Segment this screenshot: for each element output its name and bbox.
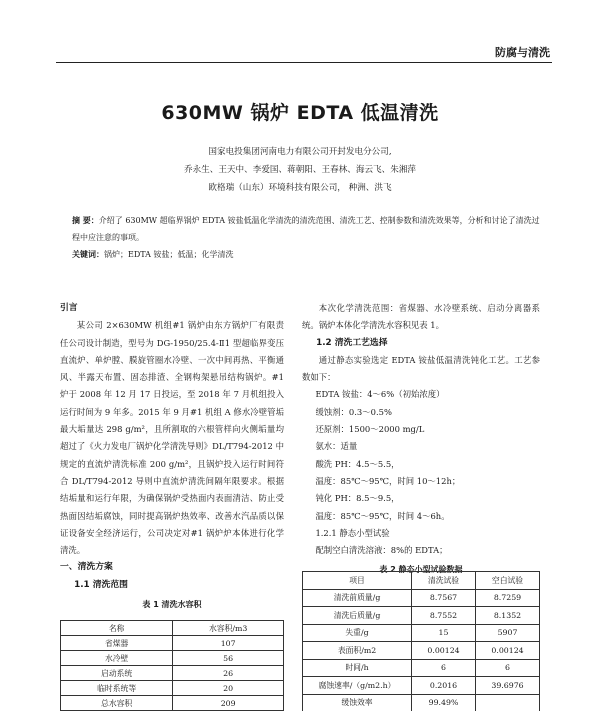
table-cell: 时间/h	[303, 659, 412, 677]
process-paragraph: 通过静态实验选定 EDTA 铵盐低温清洗钝化工艺。工艺参数如下：	[302, 354, 540, 383]
table-cell: 6	[412, 659, 476, 677]
keywords-label: 关键词：	[72, 250, 104, 259]
abstract-text: 介绍了 630MW 超临界锅炉 EDTA 铵盐低温化学清洗的清洗范围、清洗工艺、控制参数和清洗效果等，分析和讨论了清洗过程中应注意的事项。	[72, 216, 540, 242]
table-cell: 失重/g	[303, 624, 412, 642]
table-row	[61, 696, 284, 711]
author-affiliation-1: 国家电投集团河南电力有限公司开封发电分公司,	[208, 147, 392, 157]
table-cell: 0.00124	[412, 642, 476, 660]
table-header-cell: 空白试验	[476, 572, 540, 590]
table-cell: 15	[412, 624, 476, 642]
table-cell: 6	[476, 659, 540, 677]
section-header: 防腐与清洗	[495, 46, 550, 59]
author-block	[0, 143, 600, 197]
table-cell: 缓蚀效率	[303, 694, 412, 711]
table-row	[303, 589, 540, 607]
table-header-cell: 水容积/m3	[173, 621, 284, 636]
table-row	[61, 636, 284, 651]
table-cell: 水冷壁	[61, 651, 173, 666]
param-line: 酸洗 PH：4.5～5.5，	[315, 458, 400, 469]
abstract	[72, 212, 544, 263]
table-cell: 清洗前质量/g	[303, 589, 412, 607]
table-row	[61, 666, 284, 681]
table-row	[61, 651, 284, 666]
table-1-caption: 表 1 清洗水容积	[142, 600, 202, 610]
intro-heading: 引言	[60, 303, 78, 313]
section-1-2-heading: 1.2 清洗工艺选择	[316, 337, 388, 348]
table-header-cell: 项目	[303, 572, 412, 590]
table-row	[303, 624, 540, 642]
right-column	[302, 300, 540, 579]
water-volume-table	[60, 620, 284, 711]
table-cell: 8.7259	[476, 589, 540, 607]
table-row	[303, 642, 540, 660]
table-cell: 8.1352	[476, 607, 540, 625]
article-title: 630MW 锅炉 EDTA 低温清洗	[161, 102, 439, 124]
param-line: 缓蚀剂：0.3～0.5%	[315, 406, 392, 417]
table-cell: 5907	[476, 624, 540, 642]
table-cell: 99.49%	[412, 694, 476, 711]
abstract-label: 摘 要：	[72, 216, 99, 225]
table-cell: 腐蚀速率/（g/m2.h）	[303, 677, 412, 695]
table-header-cell: 清洗试验	[412, 572, 476, 590]
scope-paragraph: 本次化学清洗范围：省煤器、水冷壁系统、启动分离器系统。锅炉本体化学清洗水容积见表 1。	[302, 303, 540, 331]
abstract-paragraph	[72, 212, 544, 246]
table-cell: 0.00124	[476, 642, 540, 660]
intro-paragraph: 某公司 2×630MW 机组#1 锅炉由东方锅炉厂有限责任公司设计制造，型号为 DG-1950/25.4-Ⅱ1 型超临界变压直流炉、单炉膛、膜旋管圈水冷壁、一次中间再热、平衡通风、半露天布置、固态排渣、全钢构架悬吊结构锅炉。#1 炉于 2008 年 12 月 17 日投运，至 2018 年 7 月机组投入运行时间为 9 年多。2015 年 9 月#1 机组 A 修水冷壁管垢最大垢量达 298 g/m²，且所割取的六根管样向火侧垢量均超过了《火力发电厂锅炉化学清洗导则》DL/T794-2012 中规定的直流炉清洗标准 200 g/m²，且锅炉投入运行时间符合 DL/T794-2012 导则中直流炉清洗间隔年限要求。根据结垢量和运行年限，为确保锅炉受热面内表面清洁、防止受热面因结垢腐蚀，同时提高锅炉热效率、改善水汽品质以保证设备安全经济运行，公司决定对#1 锅炉炉本体进行化学清洗。	[60, 320, 284, 556]
table-row	[303, 659, 540, 677]
section-1-2-1-heading: 1.2.1 静态小型试验	[315, 527, 390, 538]
author-affiliation-2: 欧格瑞（山东）环境科技有限公司， 种洲、洪飞	[208, 183, 392, 193]
table-cell: 26	[173, 666, 284, 681]
table-cell: 启动系统	[61, 666, 173, 681]
table-header-cell: 名称	[61, 621, 173, 636]
table-cell: 107	[173, 636, 284, 651]
param-line: 氨水：适量	[315, 441, 358, 452]
table-cell: 20	[173, 681, 284, 696]
keywords-line	[72, 246, 544, 263]
param-line: 温度：85℃～95℃，时间 10～12h；	[315, 475, 461, 486]
table-row	[303, 694, 540, 711]
header-rule	[56, 62, 552, 63]
left-column	[60, 300, 284, 613]
section-1-heading: 一、清洗方案	[60, 562, 113, 573]
table-row	[303, 677, 540, 695]
table-cell: 8.7552	[412, 607, 476, 625]
table-cell: 清洗后质量/g	[303, 607, 412, 625]
table-cell: 8.7567	[412, 589, 476, 607]
table-cell: 临时系统等	[61, 681, 173, 696]
table-header-row	[303, 572, 540, 590]
table-cell: 省煤器	[61, 636, 173, 651]
table-cell: 0.2016	[412, 677, 476, 695]
table-row	[61, 681, 284, 696]
param-line: 还原剂：1500～2000 mg/L	[315, 424, 425, 435]
static-test-table	[302, 571, 540, 711]
param-line: EDTA 铵盐：4～6%（初始浓度）	[315, 389, 445, 400]
table-cell	[476, 694, 540, 711]
section-1-1-heading: 1.1 清洗范围	[74, 579, 128, 590]
table-2-caption: 表 2 静态小型试验数据	[379, 565, 463, 575]
table-header-row	[61, 621, 284, 636]
table-cell: 表面积/m2	[303, 642, 412, 660]
param-line: 钝化 PH：8.5～9.5，	[315, 493, 400, 504]
table-cell: 56	[173, 651, 284, 666]
blank-solution-line: 配制空白清洗溶液：8%的 EDTA；	[315, 545, 448, 556]
table-cell: 209	[173, 696, 284, 711]
table-cell: 总水容积	[61, 696, 173, 711]
author-names: 乔永生、王天中、李爱国、蒋朝阳、王春林、海云飞、朱湘萍	[183, 165, 417, 175]
table-row	[303, 607, 540, 625]
param-line: 温度：85℃～95℃，时间 4～6h。	[315, 510, 450, 521]
keywords-text: 锅炉；EDTA 铵盐；低温；化学清洗	[104, 250, 234, 259]
table-cell: 39.6976	[476, 677, 540, 695]
